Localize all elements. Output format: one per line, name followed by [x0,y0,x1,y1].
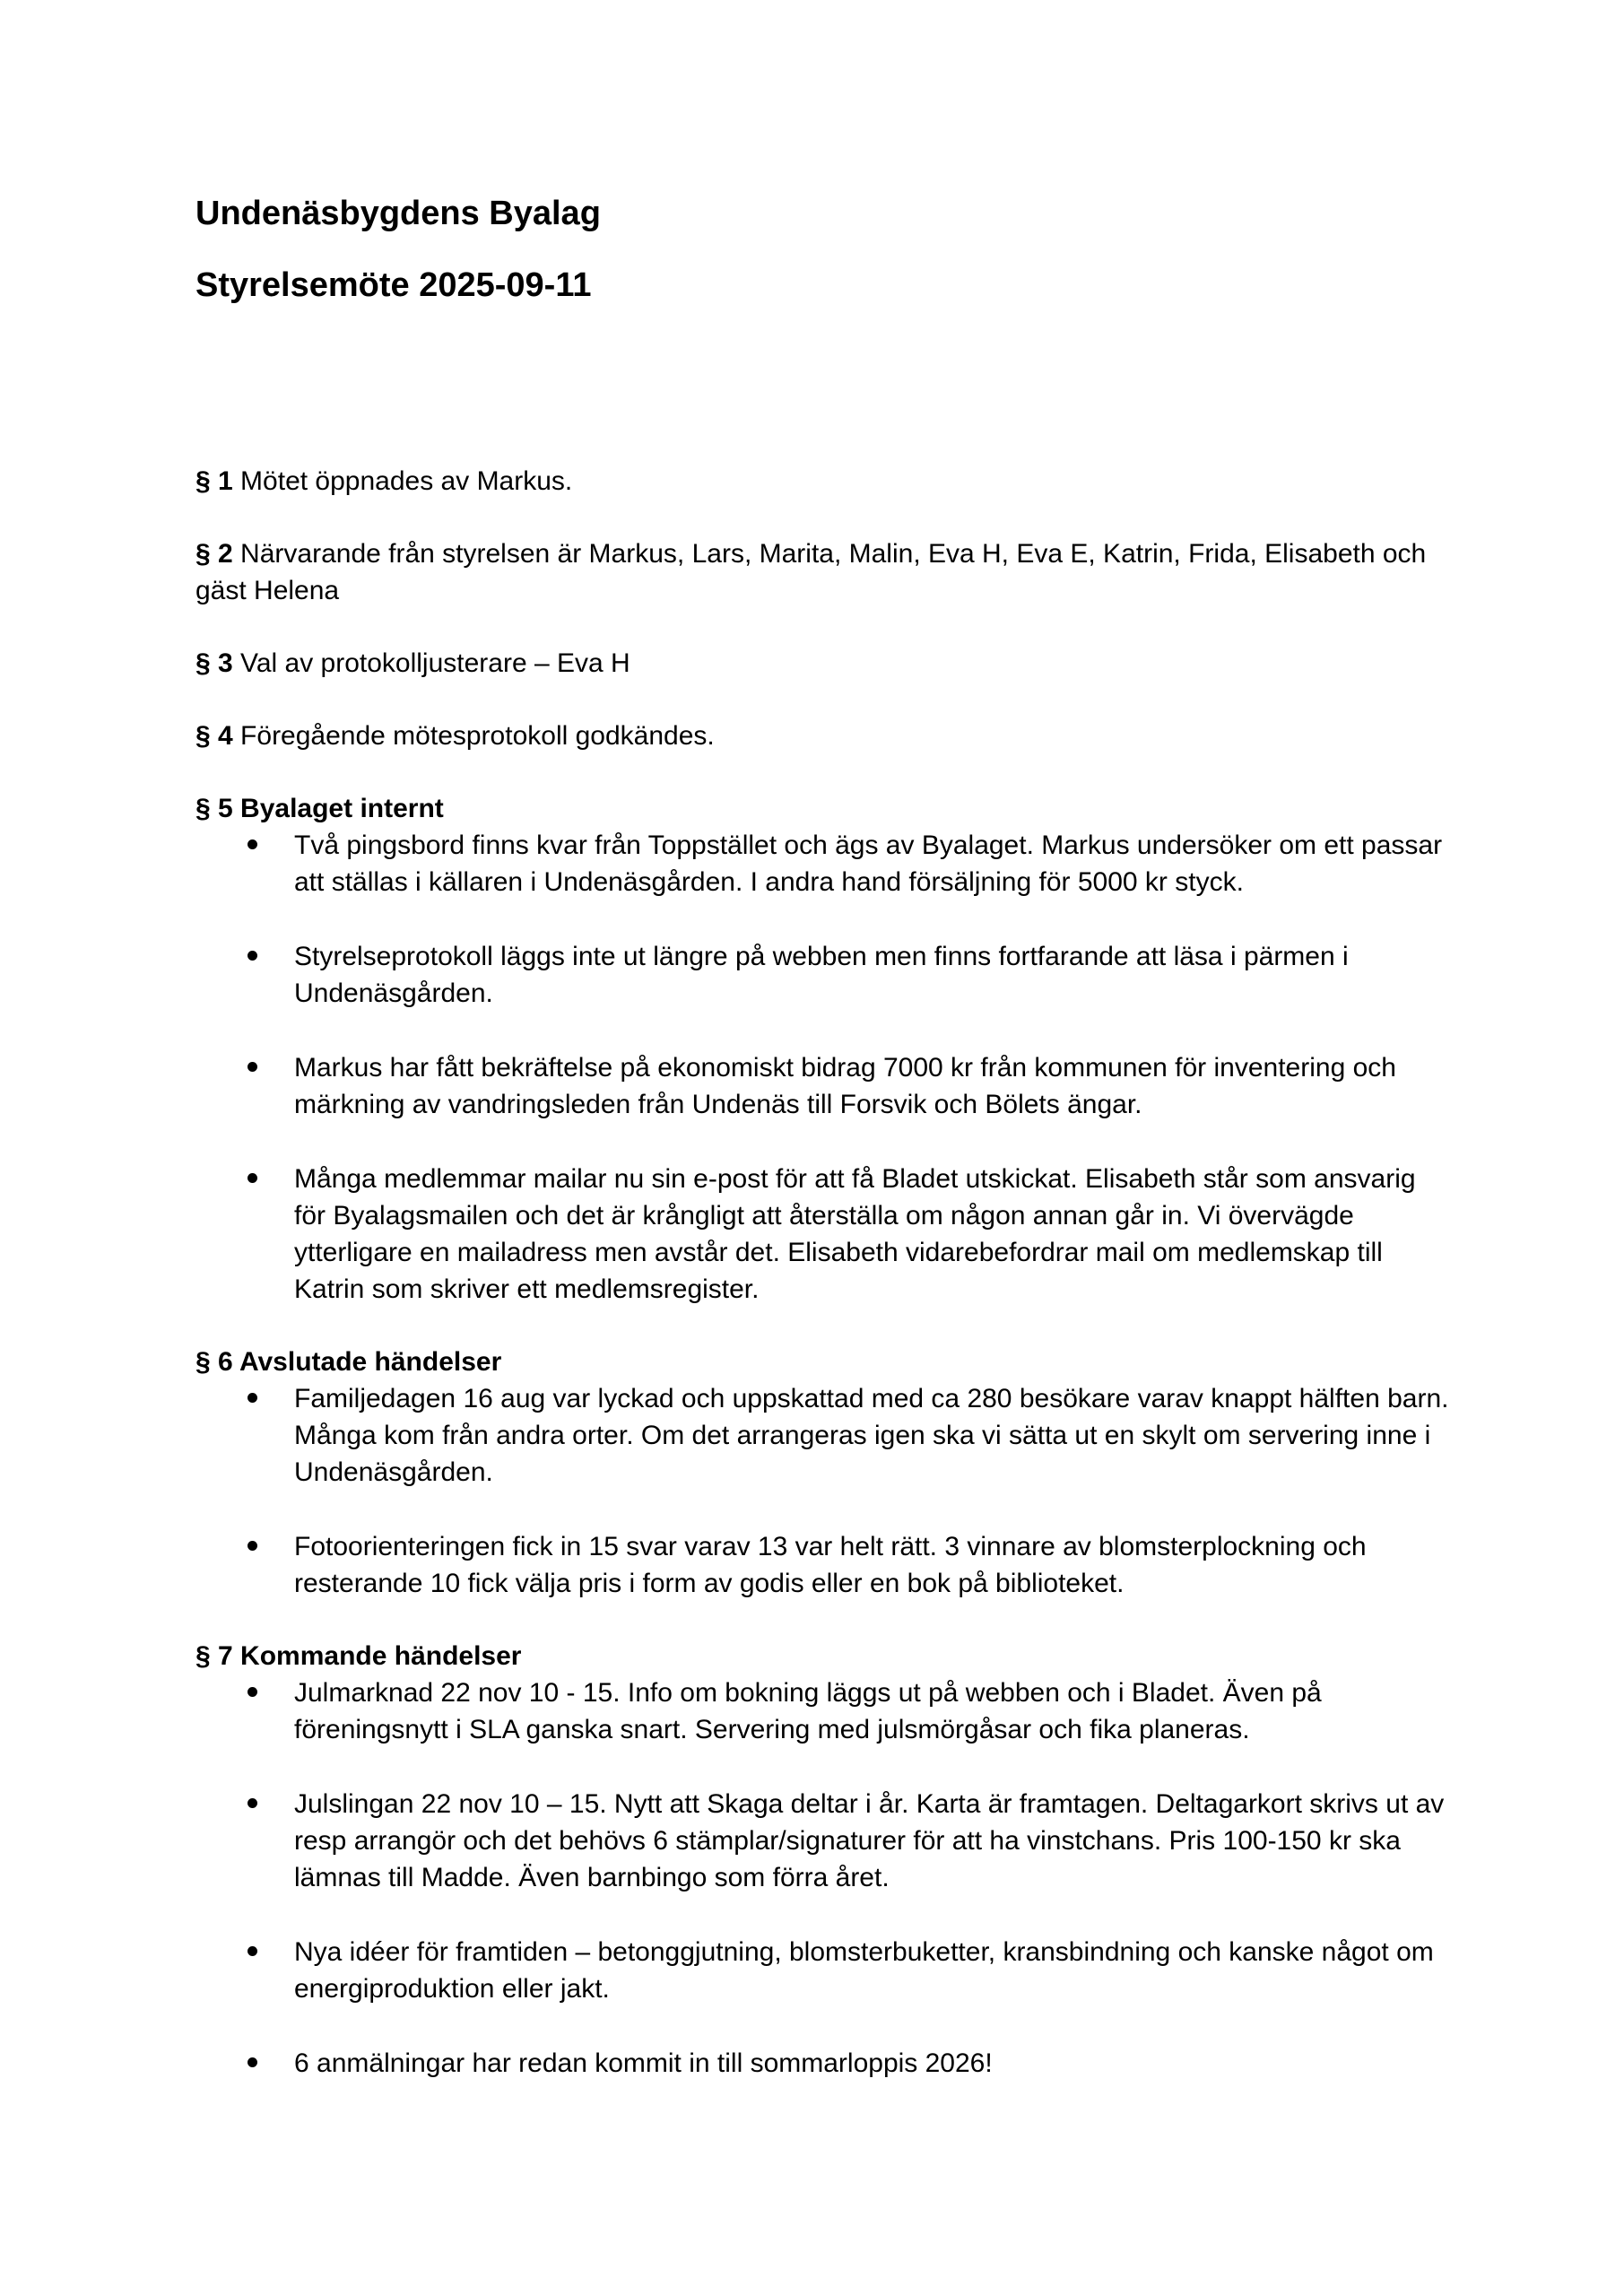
minutes-sections [195,463,1451,2082]
section-6-title: Avslutade händelser [232,1347,502,1377]
bullet-text: Många medlemmar mailar nu sin e-post för att få Bladet utskickat. Elisabeth står som ansvarig för Byalagsmailen och det är krångligt att återställa om någon annan går in. Vi övervägde ytterligare en mailadress men avstår det. Elisabeth vidarebefordrar mail om medlemskap till Katrin som skriver ett medlemsregister. [294,1164,1416,1304]
bullet-icon [248,1393,257,1403]
section-3-text: Val av protokolljusterare – Eva H [232,648,630,678]
section-2-paragraph [195,535,1451,609]
section-7-bullet-list [195,1674,1451,2082]
section-4-paragraph [195,718,1451,754]
section-1-symbol: § 1 [195,466,233,496]
section-6 [195,1344,1451,1602]
section-3 [195,645,1451,682]
section-7-title: Kommande händelser [232,1641,522,1671]
section-2 [195,535,1451,609]
list-item [195,938,1451,1012]
bullet-icon [248,1687,257,1697]
section-5-symbol: § 5 [195,794,233,823]
section-1-text: Mötet öppnades av Markus. [232,466,573,496]
bullet-text: Styrelseprotokoll läggs inte ut längre på webben men finns fortfarande att läsa i pärmen i Undenäsgården. [294,942,1349,1008]
bullet-text: Nya idéer för framtiden – betonggjutning, blomsterbuketter, kransbindning och kanske något om energiproduktion eller jakt. [294,1937,1434,2004]
bullet-icon [248,839,257,849]
bullet-text: Julmarknad 22 nov 10 - 15. Info om bokning läggs ut på webben och i Bladet. Även på föreningsnytt i SLA ganska snart. Servering med julsmörgåsar och fika planeras. [294,1678,1322,1744]
bullet-text: Markus har fått bekräftelse på ekonomiskt bidrag 7000 kr från kommunen för inventering och märkning av vandringsleden från Undenäs till Forsvik och Bölets ängar. [294,1053,1396,1119]
org-name: Undenäsbygdens Byalag [195,195,601,232]
section-2-symbol: § 2 [195,539,233,569]
section-1 [195,463,1451,500]
bullet-text: Två pingsbord finns kvar från Toppstället och ägs av Byalaget. Markus undersöker om ett passar att ställas i källaren i Undenäsgården. I andra hand försäljning för 5000 kr styck. [294,831,1443,897]
bullet-icon [248,1541,257,1551]
section-4 [195,718,1451,754]
bullet-icon [248,1798,257,1808]
bullet-icon [248,2057,257,2067]
document-content [195,193,1451,2118]
meeting-title: Styrelsemöte 2025-09-11 [195,266,592,304]
section-5 [195,790,1451,1308]
list-item [195,1786,1451,1896]
list-item [195,1161,1451,1308]
list-item [195,827,1451,900]
bullet-text: Fotoorienteringen fick in 15 svar varav 13 var helt rätt. 3 vinnare av blomsterplockning och resterande 10 fick välja pris i form av godis eller en bok på biblioteket. [294,1532,1367,1598]
section-4-text: Föregående mötesprotokoll godkändes. [232,721,715,751]
section-6-heading [195,1344,1451,1380]
section-5-heading [195,790,1451,827]
bullet-text: Familjedagen 16 aug var lyckad och uppskattad med ca 280 besökare varav knappt hälften barn. Många kom från andra orter. Om det arrangeras igen ska vi sätta ut en skylt om servering inne i Undenäsgården. [294,1384,1449,1487]
bullet-icon [248,1062,257,1072]
list-item [195,1528,1451,1602]
list-item [195,1049,1451,1123]
bullet-icon [248,951,257,961]
section-7-symbol: § 7 [195,1641,233,1671]
bullet-icon [248,1173,257,1183]
bullet-text: 6 anmälningar har redan kommit in till sommarloppis 2026! [294,2048,993,2078]
bullet-icon [248,1946,257,1956]
section-4-symbol: § 4 [195,721,233,751]
section-2-text: Närvarande från styrelsen är Markus, Lars, Marita, Malin, Eva H, Eva E, Katrin, Frida, Elisabeth och gäst Helena [195,539,1427,605]
list-item [195,1934,1451,2007]
list-item [195,2045,1451,2082]
section-7 [195,1638,1451,2082]
list-item [195,1380,1451,1491]
section-3-paragraph [195,645,1451,682]
section-5-title: Byalaget internt [232,794,444,823]
section-5-bullet-list [195,827,1451,1308]
bullet-text: Julslingan 22 nov 10 – 15. Nytt att Skaga deltar i år. Karta är framtagen. Deltagarkort skrivs ut av resp arrangör och det behövs 6 stämplar/signaturer för att ha vinstchans. Pris 100-150 kr ska lämnas till Madde. Även barnbingo som förra året. [294,1789,1445,1892]
section-6-bullet-list [195,1380,1451,1602]
section-7-heading [195,1638,1451,1674]
section-3-symbol: § 3 [195,648,233,678]
section-1-paragraph [195,463,1451,500]
list-item [195,1674,1451,1748]
section-6-symbol: § 6 [195,1347,233,1377]
